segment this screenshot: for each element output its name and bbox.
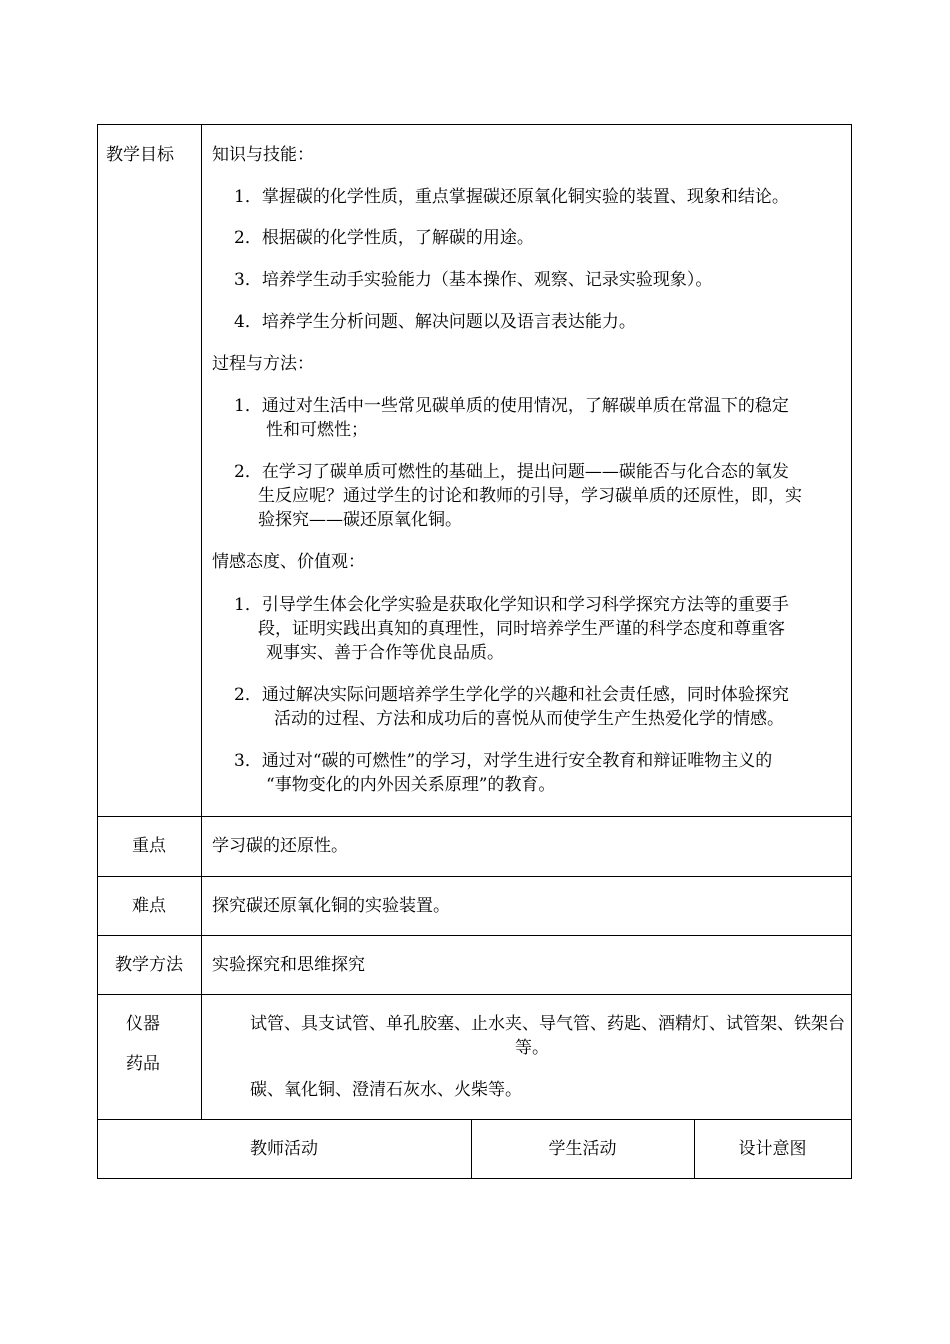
knowledge-item: 3．培养学生动手实验能力（基本操作、观察、记录实验现象）。 — [234, 270, 713, 290]
method-label: 教学方法 — [115, 955, 183, 975]
key-point-value: 学习碳的还原性。 — [212, 836, 348, 856]
row-divider — [97, 816, 852, 817]
row-divider — [97, 876, 852, 877]
row-divider — [97, 935, 852, 936]
difficulty-label: 难点 — [132, 896, 166, 916]
key-point-label: 重点 — [132, 836, 166, 856]
emotion-item: 1．引导学生体会化学实验是获取化学知识和学习科学探究方法等的重要手 — [234, 595, 789, 615]
instruments-list-continued: 等。 — [515, 1038, 549, 1058]
row-divider — [97, 1119, 852, 1120]
emotion-item-continued: 段，证明实践出真知的真理性，同时培养学生严谨的科学态度和尊重客 — [258, 619, 785, 639]
emotion-item-continued: 观事实、善于合作等优良品质。 — [266, 643, 504, 663]
process-item-continued: 生反应呢？通过学生的讨论和教师的引导，学习碳单质的还原性，即，实 — [258, 486, 802, 506]
emotion-heading: 情感态度、价值观： — [212, 552, 365, 572]
label-column-divider — [201, 124, 202, 1119]
row-divider — [97, 994, 852, 995]
process-item: 1．通过对生活中一些常见碳单质的使用情况，了解碳单质在常温下的稳定 — [234, 396, 789, 416]
method-value: 实验探究和思维探究 — [212, 955, 365, 975]
emotion-item: 2．通过解决实际问题培养学生学化学的兴趣和社会责任感，同时体验探究 — [234, 685, 789, 705]
knowledge-item: 1．掌握碳的化学性质，重点掌握碳还原氧化铜实验的装置、现象和结论。 — [234, 187, 789, 207]
knowledge-item: 4．培养学生分析问题、解决问题以及语言表达能力。 — [234, 312, 636, 332]
emotion-item: 3．通过对“碳的可燃性”的学习，对学生进行安全教育和辩证唯物主义的 — [234, 751, 773, 771]
materials-label-reagents: 药品 — [126, 1054, 160, 1074]
process-item: 2．在学习了碳单质可燃性的基础上，提出问题——碳能否与化合态的氧发 — [234, 462, 789, 482]
reagents-list: 碳、氧化铜、澄清石灰水、火柴等。 — [250, 1080, 522, 1100]
design-intent-header: 设计意图 — [738, 1139, 807, 1159]
table-border-bottom — [97, 1178, 852, 1179]
knowledge-item: 2．根据碳的化学性质，了解碳的用途。 — [234, 228, 534, 248]
instruments-list: 试管、具支试管、单孔胶塞、止水夹、导气管、药匙、酒精灯、试管架、铁架台 — [250, 1014, 845, 1034]
process-heading: 过程与方法： — [212, 354, 314, 374]
materials-label-instruments: 仪器 — [126, 1014, 160, 1034]
process-item-continued: 性和可燃性； — [266, 420, 368, 440]
difficulty-value: 探究碳还原氧化铜的实验装置。 — [212, 896, 450, 916]
table-border-right — [851, 124, 852, 1179]
objectives-label: 教学目标 — [106, 145, 174, 165]
process-item-continued: 验探究——碳还原氧化铜。 — [258, 510, 462, 530]
student-activity-header: 学生活动 — [548, 1139, 617, 1159]
knowledge-heading: 知识与技能： — [212, 145, 314, 165]
emotion-item-continued: “事物变化的内外因关系原理”的教育。 — [266, 775, 556, 795]
table-border-top — [97, 124, 852, 125]
teacher-activity-header: 教师活动 — [250, 1139, 318, 1159]
emotion-item-continued: 活动的过程、方法和成功后的喜悦从而使学生产生热爱化学的情感。 — [274, 709, 784, 729]
